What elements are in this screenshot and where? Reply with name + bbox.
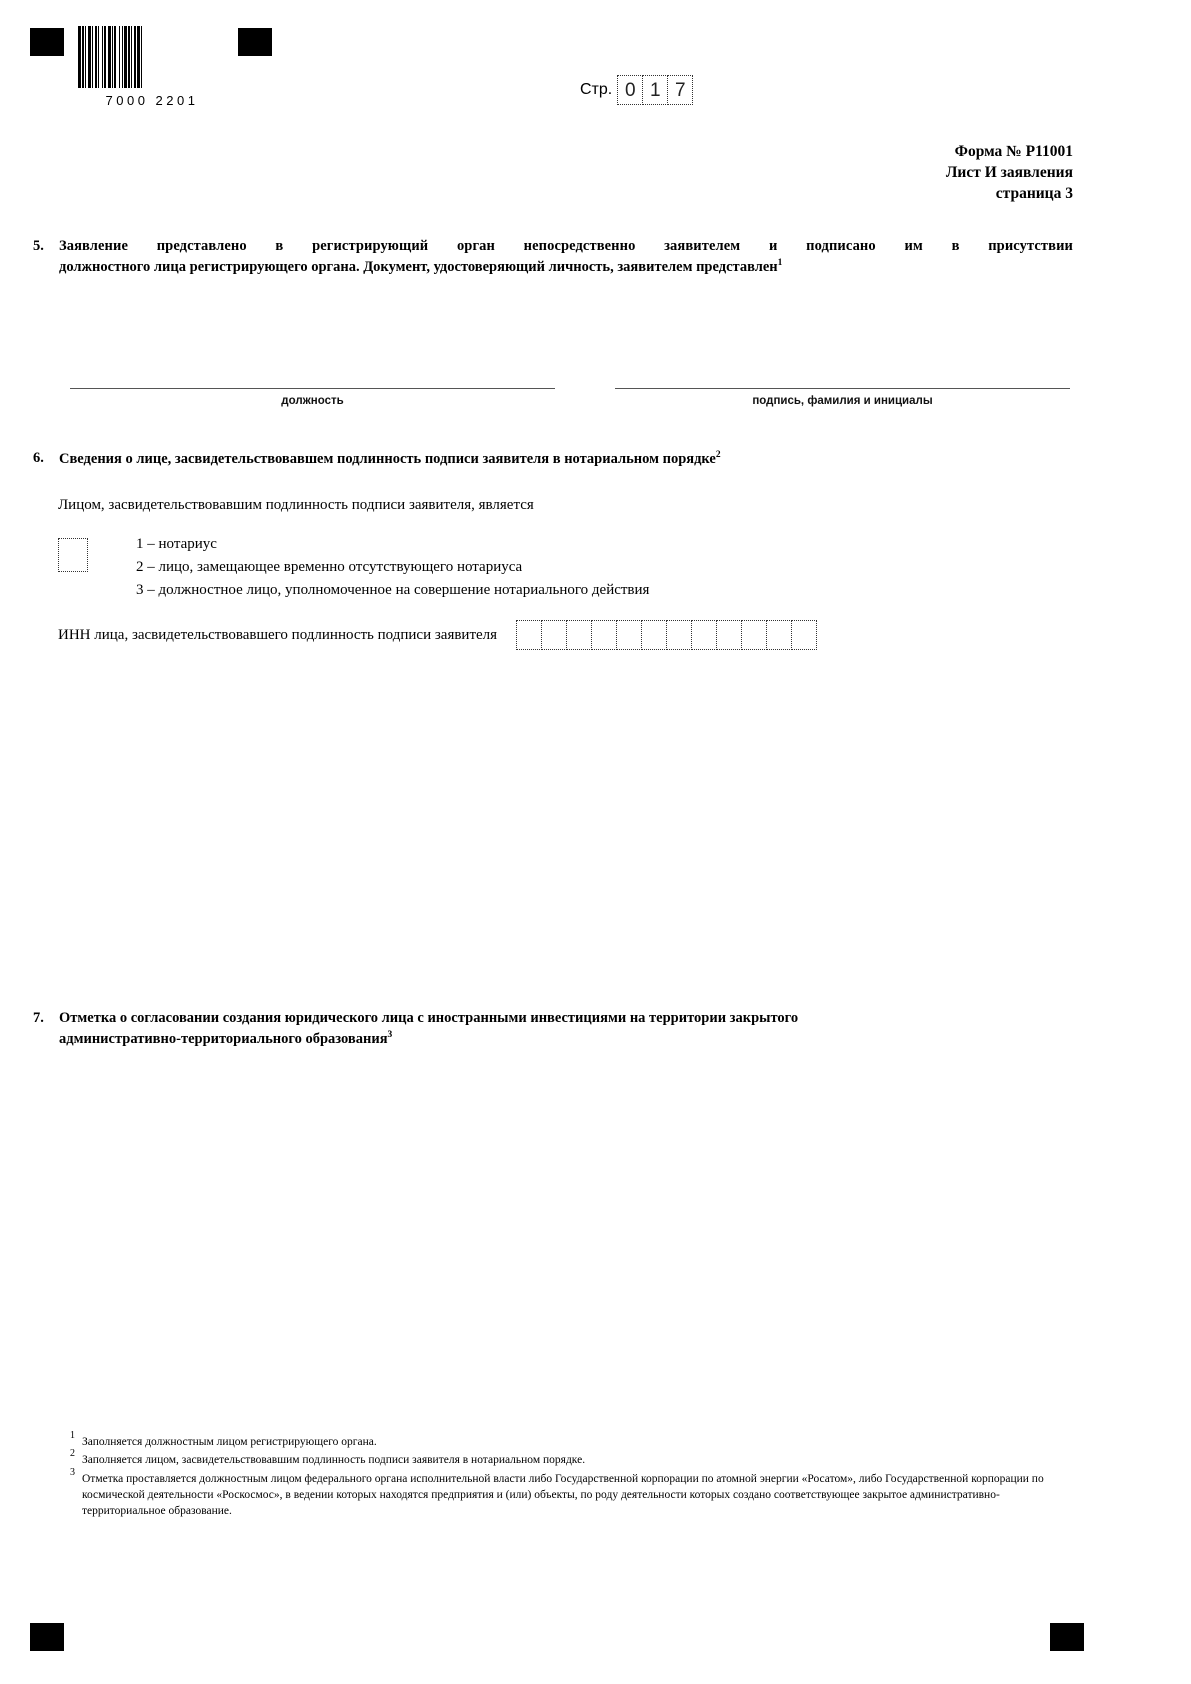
inn-cell[interactable] <box>566 620 592 650</box>
inn-cell[interactable] <box>766 620 792 650</box>
section-7-footnote-ref: 3 <box>387 1030 393 1040</box>
inn-cell[interactable] <box>741 620 767 650</box>
inn-cell[interactable] <box>641 620 667 650</box>
inn-input-cells[interactable] <box>517 620 817 650</box>
footnote-mark: 2 <box>70 1448 75 1460</box>
signature-name-rule <box>615 388 1070 389</box>
registration-mark-bottom-right <box>1050 1623 1084 1651</box>
footnote-mark: 1 <box>70 1430 75 1441</box>
section-7-line2-wrap <box>59 1030 1073 1048</box>
footnote-mark: 3 <box>70 1466 75 1478</box>
registration-mark-top-right <box>238 28 272 56</box>
notary-type-option-group <box>58 533 649 601</box>
registration-mark-bottom-left <box>30 1623 64 1651</box>
page-number-label: Стр. <box>580 81 613 98</box>
notary-type-options <box>136 533 649 601</box>
page-number-cell[interactable]: 7 <box>667 75 693 105</box>
inn-cell[interactable] <box>666 620 692 650</box>
notary-type-checkbox[interactable] <box>58 538 88 572</box>
form-header-line2: Лист И заявления <box>945 163 1073 181</box>
inn-cell[interactable] <box>591 620 617 650</box>
page-number-cells[interactable] <box>618 75 693 105</box>
section-7-number: 7. <box>33 1010 44 1026</box>
footnote <box>70 1448 1070 1468</box>
footnote <box>70 1430 1070 1450</box>
page-number-field <box>580 75 693 105</box>
inn-cell[interactable] <box>616 620 642 650</box>
footnote-text: Отметка проставляется должностным лицом федерального органа исполнительной власти либо Государственной корпорации по атомной энергии «Росатом», либо Государственной корпорации по космической деятельности «Роскосмос», в ведении которых находятся предприятия и (или) объекты, по роду деятельности которых создано соответствующее закрытое административно-территориальное образование. <box>82 1472 1044 1518</box>
signature-name-caption: подпись, фамилия и инициалы <box>752 395 933 407</box>
section-6-title: Сведения о лице, засвидетельствовавшем подлинность подписи заявителя в нотариальном порядке <box>59 450 716 467</box>
form-header-line1: Форма № Р11001 <box>954 143 1073 160</box>
signature-position-rule <box>70 388 555 389</box>
inn-label: ИНН лица, засвидетельствовавшего подлинность подписи заявителя <box>58 626 498 643</box>
section-7-line2: административно-территориального образования <box>59 1030 388 1047</box>
notary-type-option[interactable]: 3 – должностное лицо, уполномоченное на совершение нотариального действия <box>136 581 650 598</box>
section-5 <box>33 238 1073 276</box>
section-5-line1: Заявление представлено в регистрирующий орган непосредственно заявителем и подписано им в присутствии <box>59 238 1073 254</box>
signature-name-field[interactable] <box>615 388 1070 407</box>
section-5-footnote-ref: 1 <box>777 258 783 268</box>
inn-row <box>58 620 817 650</box>
section-5-number: 5. <box>33 238 44 254</box>
section-7-line1: Отметка о согласовании создания юридического лица с иностранными инвестициями на территории закрытого <box>59 1010 799 1026</box>
inn-cell[interactable] <box>716 620 742 650</box>
section-5-line2: должностного лица регистрирующего органа. Документ, удостоверяющий личность, заявителем представлен <box>59 258 778 275</box>
page-number-cell[interactable]: 1 <box>642 75 668 105</box>
page-number-cell[interactable]: 0 <box>617 75 643 105</box>
form-header-line3: страница 3 <box>995 184 1073 202</box>
inn-cell[interactable] <box>541 620 567 650</box>
inn-cell[interactable] <box>791 620 817 650</box>
registration-mark-top-left <box>30 28 64 56</box>
notary-type-option[interactable]: 2 – лицо, замещающее временно отсутствующего нотариуса <box>136 558 523 575</box>
section-6-intro: Лицом, засвидетельствовавшим подлинность подписи заявителя, является <box>58 497 534 513</box>
signature-position-field[interactable] <box>70 388 555 407</box>
section-7 <box>33 1010 1073 1048</box>
section-6-number: 6. <box>33 450 44 466</box>
inn-cell[interactable] <box>691 620 717 650</box>
section-6 <box>33 450 1073 468</box>
barcode-number: 7000 2201 <box>105 93 199 108</box>
section-5-line2-wrap <box>59 258 1073 276</box>
footnote <box>70 1466 1070 1520</box>
barcode-image <box>78 26 226 88</box>
signature-position-caption: должность <box>281 395 344 407</box>
barcode-block <box>78 26 226 108</box>
section-6-footnote-ref: 2 <box>715 450 721 460</box>
footnotes-block <box>70 1430 1070 1522</box>
inn-cell[interactable] <box>516 620 542 650</box>
notary-type-option[interactable]: 1 – нотариус <box>136 536 217 552</box>
footnote-text: Заполняется должностным лицом регистрирующего органа. <box>82 1436 377 1448</box>
form-header <box>946 142 1073 205</box>
footnote-text: Заполняется лицом, засвидетельствовавшим подлинность подписи заявителя в нотариальном порядке. <box>82 1454 586 1467</box>
